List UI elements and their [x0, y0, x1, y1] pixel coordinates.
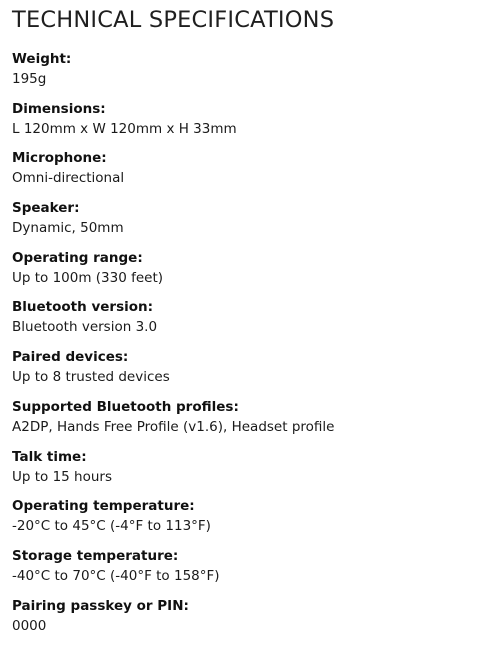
spec-label: Supported Bluetooth profiles:	[12, 398, 239, 415]
spec-label: Talk time:	[12, 448, 87, 465]
spec-value: 0000	[12, 617, 47, 634]
spec-speaker	[12, 198, 468, 248]
spec-value: Omni-directional	[12, 170, 125, 187]
spec-value: Bluetooth version 3.0	[12, 319, 158, 336]
spec-value: A2DP, Hands Free Profile (v1.6), Headset profile	[12, 418, 335, 435]
spec-label: Operating range:	[12, 249, 143, 266]
spec-storage-temperature	[12, 546, 468, 596]
spec-paired-devices	[12, 347, 468, 397]
spec-value: L 120mm x W 120mm x H 33mm	[12, 120, 237, 137]
spec-label: Weight:	[12, 51, 72, 67]
spec-dimensions	[12, 99, 468, 149]
spec-value: -20°C to 45°C (-4°F to 113°F)	[12, 518, 211, 535]
spec-value: Dynamic, 50mm	[12, 220, 124, 237]
spec-value: 195g	[12, 71, 47, 87]
spec-label: Pairing passkey or PIN:	[12, 597, 189, 614]
spec-label: Microphone:	[12, 150, 107, 167]
spec-weight	[12, 49, 468, 99]
spec-label: Speaker:	[12, 200, 80, 217]
spec-value: Up to 100m (330 feet)	[12, 269, 164, 286]
spec-label: Paired devices:	[12, 349, 129, 366]
spec-bluetooth-version	[12, 297, 468, 347]
spec-label: Operating temperature:	[12, 498, 195, 515]
spec-list	[12, 49, 468, 645]
spec-value: Up to 15 hours	[12, 468, 113, 485]
spec-operating-range	[12, 248, 468, 298]
page-title: TECHNICAL SPECIFICATIONS	[12, 7, 335, 33]
spec-label: Dimensions:	[12, 100, 106, 117]
spec-talk-time	[12, 447, 468, 497]
spec-operating-temperature	[12, 496, 468, 546]
spec-pairing-passkey	[12, 596, 468, 646]
spec-label: Storage temperature:	[12, 547, 179, 564]
spec-microphone	[12, 148, 468, 198]
spec-bluetooth-profiles	[12, 397, 468, 447]
spec-value: Up to 8 trusted devices	[12, 369, 170, 386]
spec-label: Bluetooth version:	[12, 299, 154, 316]
spec-value: -40°C to 70°C (-40°F to 158°F)	[12, 567, 220, 584]
